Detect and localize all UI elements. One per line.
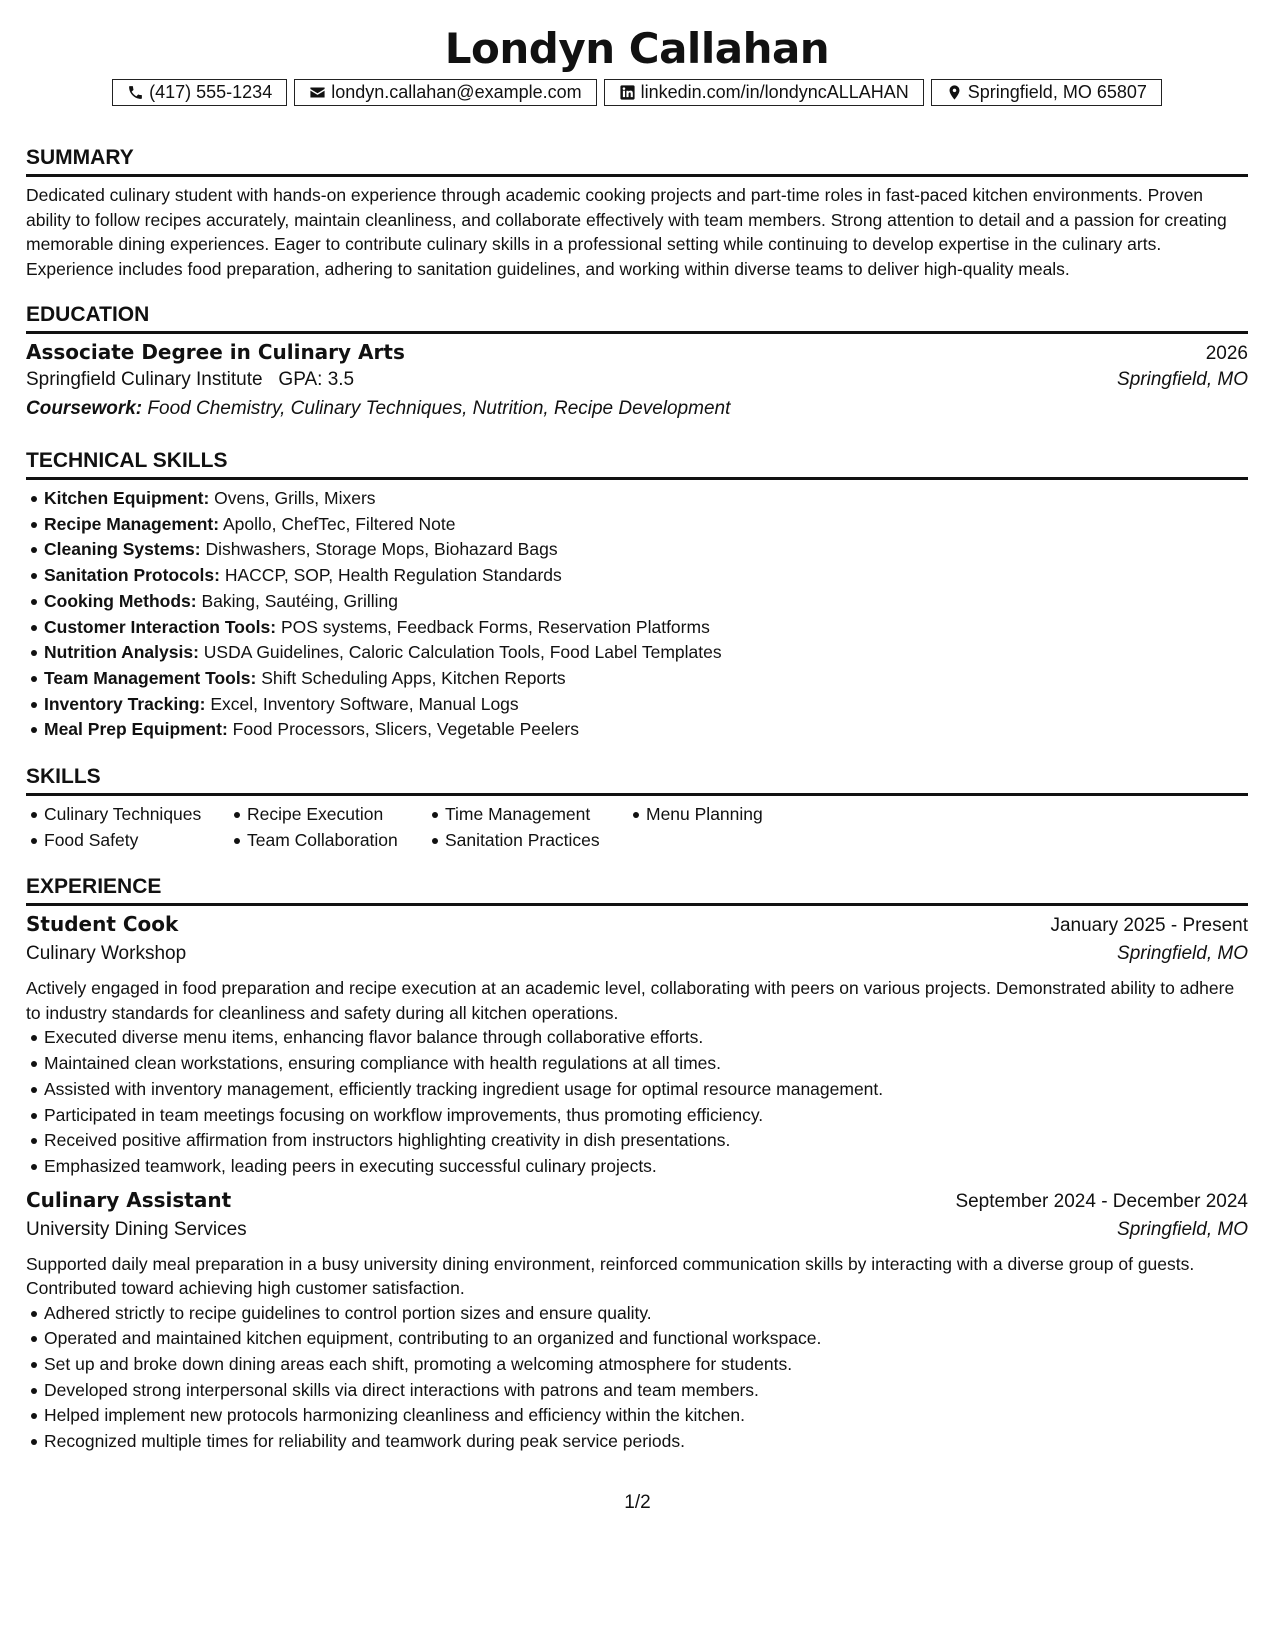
list-item: Assisted with inventory management, efficiently tracking ingredient usage for optimal resource management. xyxy=(44,1077,1248,1103)
school-name: Springfield Culinary Institute xyxy=(26,369,263,390)
phone-icon xyxy=(127,84,144,101)
skill-item: Recipe Execution xyxy=(247,802,427,828)
job-org-row xyxy=(26,943,1248,972)
list-item: Helped implement new protocols harmonizing cleanliness and efficiency within the kitchen. xyxy=(44,1403,1248,1429)
skills-grid xyxy=(26,802,1248,853)
education-header xyxy=(26,340,1248,369)
list-item: Kitchen Equipment: Ovens, Grills, Mixers xyxy=(44,486,1248,512)
contact-email[interactable] xyxy=(294,79,596,106)
skills-column xyxy=(26,802,229,853)
job-bullets xyxy=(26,1301,1248,1455)
skill-item: Sanitation Practices xyxy=(445,828,628,854)
coursework-label: Coursework: xyxy=(26,398,143,419)
skill-item: Culinary Techniques xyxy=(44,802,229,828)
list-item: Cooking Methods: Baking, Sautéing, Grilling xyxy=(44,589,1248,615)
list-item: Customer Interaction Tools: POS systems, Feedback Forms, Reservation Platforms xyxy=(44,615,1248,641)
contact-bar xyxy=(26,79,1248,106)
contact-text: (417) 555-1234 xyxy=(149,82,273,102)
job-entry xyxy=(26,912,1248,1179)
job-org-row xyxy=(26,1219,1248,1248)
job-entry xyxy=(26,1188,1248,1455)
list-item: Received positive affirmation from instructors highlighting creativity in dish presentations. xyxy=(44,1128,1248,1154)
skill-item: Team Collaboration xyxy=(247,828,427,854)
job-organization: Culinary Workshop xyxy=(26,943,187,965)
list-item: Adhered strictly to recipe guidelines to control portion sizes and ensure quality. xyxy=(44,1301,1248,1327)
graduation-year: 2026 xyxy=(1205,343,1248,364)
list-item: Nutrition Analysis: USDA Guidelines, Caloric Calculation Tools, Food Label Templates xyxy=(44,640,1248,666)
list-item: Executed diverse menu items, enhancing flavor balance through collaborative efforts. xyxy=(44,1025,1248,1051)
job-description: Supported daily meal preparation in a busy university dining environment, reinforced communication skills by interacting with a diverse group of guests. Contributed toward achieving high customer satisfaction. xyxy=(26,1253,1195,1299)
contact-phone[interactable] xyxy=(112,79,287,106)
skills-column xyxy=(628,802,806,853)
job-dates: September 2024 - December 2024 xyxy=(955,1190,1248,1212)
job-header xyxy=(26,1188,1248,1219)
degree: Associate Degree in Culinary Arts xyxy=(26,340,405,364)
section-title-education: EDUCATION xyxy=(26,303,1248,334)
job-organization: University Dining Services xyxy=(26,1218,247,1240)
candidate-name: Londyn Callahan xyxy=(444,24,830,73)
skills-column xyxy=(229,802,427,853)
job-role: Culinary Assistant xyxy=(26,1187,232,1212)
job-location: Springfield, MO xyxy=(1117,943,1248,965)
list-item: Team Management Tools: Shift Scheduling Apps, Kitchen Reports xyxy=(44,666,1248,692)
technical-skills-list xyxy=(26,486,1248,743)
list-item: Inventory Tracking: Excel, Inventory Software, Manual Logs xyxy=(44,692,1248,718)
contact-location[interactable] xyxy=(931,79,1162,106)
gpa: GPA: 3.5 xyxy=(278,369,355,390)
job-dates: January 2025 - Present xyxy=(1050,915,1248,937)
section-title-experience: EXPERIENCE xyxy=(26,875,1248,906)
school-line xyxy=(26,369,354,391)
list-item: Operated and maintained kitchen equipment, contributing to an organized and functional workspace. xyxy=(44,1326,1248,1352)
skill-item: Menu Planning xyxy=(646,802,806,828)
coursework xyxy=(26,398,1248,427)
skill-item: Food Safety xyxy=(44,828,229,854)
linkedin-icon xyxy=(619,84,636,101)
list-item: Participated in team meetings focusing on workflow improvements, thus promoting efficiency. xyxy=(44,1103,1248,1129)
page-number: 1/2 xyxy=(624,1492,651,1513)
list-item: Cleaning Systems: Dishwashers, Storage Mops, Biohazard Bags xyxy=(44,537,1248,563)
list-item: Developed strong interpersonal skills via direct interactions with patrons and team members. xyxy=(44,1378,1248,1404)
section-title-technical-skills: TECHNICAL SKILLS xyxy=(26,449,1248,480)
list-item: Meal Prep Equipment: Food Processors, Slicers, Vegetable Peelers xyxy=(44,717,1248,743)
contact-text: londyn.callahan@example.com xyxy=(331,82,582,102)
skill-item: Time Management xyxy=(445,802,628,828)
contact-linkedin[interactable] xyxy=(604,79,924,106)
job-header xyxy=(26,912,1248,943)
school-location: Springfield, MO xyxy=(1117,369,1248,390)
job-location: Springfield, MO xyxy=(1117,1218,1248,1240)
list-item: Recognized multiple times for reliability and teamwork during peak service periods. xyxy=(44,1429,1248,1455)
section-title-summary: SUMMARY xyxy=(26,146,1248,177)
list-item: Set up and broke down dining areas each shift, promoting a welcoming atmosphere for students. xyxy=(44,1352,1248,1378)
envelope-icon xyxy=(309,84,326,101)
section-title-skills: SKILLS xyxy=(26,765,1248,796)
job-bullets xyxy=(26,1025,1248,1179)
coursework-list: Food Chemistry, Culinary Techniques, Nutrition, Recipe Development xyxy=(147,398,731,419)
summary-text: Dedicated culinary student with hands-on experience through academic cooking projects and part-time roles in fast-paced kitchen environments. Proven ability to follow recipes accurately, maintain cleanliness, and collaborate effectively with team members. Strong attention to detail and a passion for creating memorable dining experiences. Eager to contribute culinary skills in a professional setting while continuing to develop expertise in the culinary arts. Experience includes food preparation, adhering to sanitation guidelines, and working within diverse teams to deliver high-quality meals. xyxy=(26,185,1227,279)
education-school-row xyxy=(26,369,1248,398)
resume-page xyxy=(26,0,1248,1455)
skills-column xyxy=(427,802,628,853)
list-item: Recipe Management: Apollo, ChefTec, Filtered Note xyxy=(44,512,1248,538)
list-item: Emphasized teamwork, leading peers in executing successful culinary projects. xyxy=(44,1154,1248,1180)
contact-text: Springfield, MO 65807 xyxy=(967,82,1147,102)
job-description: Actively engaged in food preparation and recipe execution at an academic level, collaborating with peers on various projects. Demonstrated ability to adhere to industry standards for cleanliness and safety during all kitchen operations. xyxy=(26,978,1235,1023)
contact-text: linkedin.com/in/londyncALLAHAN xyxy=(640,82,909,102)
list-item: Sanitation Protocols: HACCP, SOP, Health Regulation Standards xyxy=(44,563,1248,589)
map-pin-icon xyxy=(946,84,963,101)
job-role: Student Cook xyxy=(26,912,179,937)
list-item: Maintained clean workstations, ensuring compliance with health regulations at all times. xyxy=(44,1051,1248,1077)
